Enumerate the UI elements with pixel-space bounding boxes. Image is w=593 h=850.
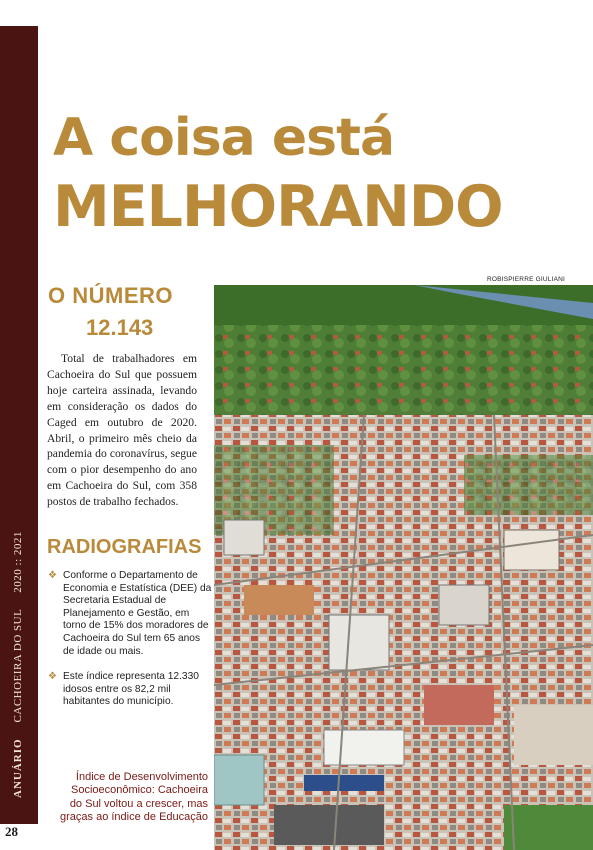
spine-bar xyxy=(0,26,38,824)
list-item-text: Conforme o Departamento de Economia e Estatística (DEE) da Secretaria Estadual de Planejamento e Gestão, em torno de 15% dos moradores de Cachoeira do Sul tem 65 anos de idade ou mais. xyxy=(63,570,212,657)
spine-years: 2020 :: 2021 xyxy=(12,531,24,593)
headline-line1: A coisa está xyxy=(53,108,395,168)
diamond-bullet-icon: ❖ xyxy=(48,570,57,581)
list-item xyxy=(48,671,213,709)
callout-text: Índice de Desenvolvimento Socioeconômico: Cachoeira do Sul voltou a crescer, mas graças ao índice de Educação xyxy=(60,771,208,824)
spine-brand: ANUÁRIO xyxy=(12,738,24,798)
page-number: 28 xyxy=(5,824,18,839)
diamond-bullet-icon: ❖ xyxy=(48,671,57,683)
photo-credit: ROBISPIERRE GIULIANI xyxy=(487,276,566,283)
spine-label xyxy=(12,531,24,798)
list-item xyxy=(48,570,213,658)
numero-label: O NÚMERO xyxy=(48,283,173,308)
headline-line2: MELHORANDO xyxy=(53,174,503,240)
list-item-text: Este índice representa 12.330 idosos entre os 82,2 mil habitantes do município. xyxy=(63,671,199,708)
radiografias-heading: RADIOGRAFIAS xyxy=(47,536,202,558)
aerial-city-photo xyxy=(214,285,593,850)
radiografias-list xyxy=(48,570,213,722)
spine-city: CACHOEIRA DO SUL xyxy=(12,608,24,723)
numero-paragraph: Total de trabalhadores em Cachoeira do Sul que possuem hoje carteira assinada, levando em consideração os dados do Caged em outubro de 2020. Abril, o primeiro mês cheio da pandemia do coronavírus, segue com o pior desempenho do ano em Cachoeira do Sul, com 358 postos de trabalho fechados. xyxy=(47,352,197,509)
numero-value: 12.143 xyxy=(86,315,154,340)
